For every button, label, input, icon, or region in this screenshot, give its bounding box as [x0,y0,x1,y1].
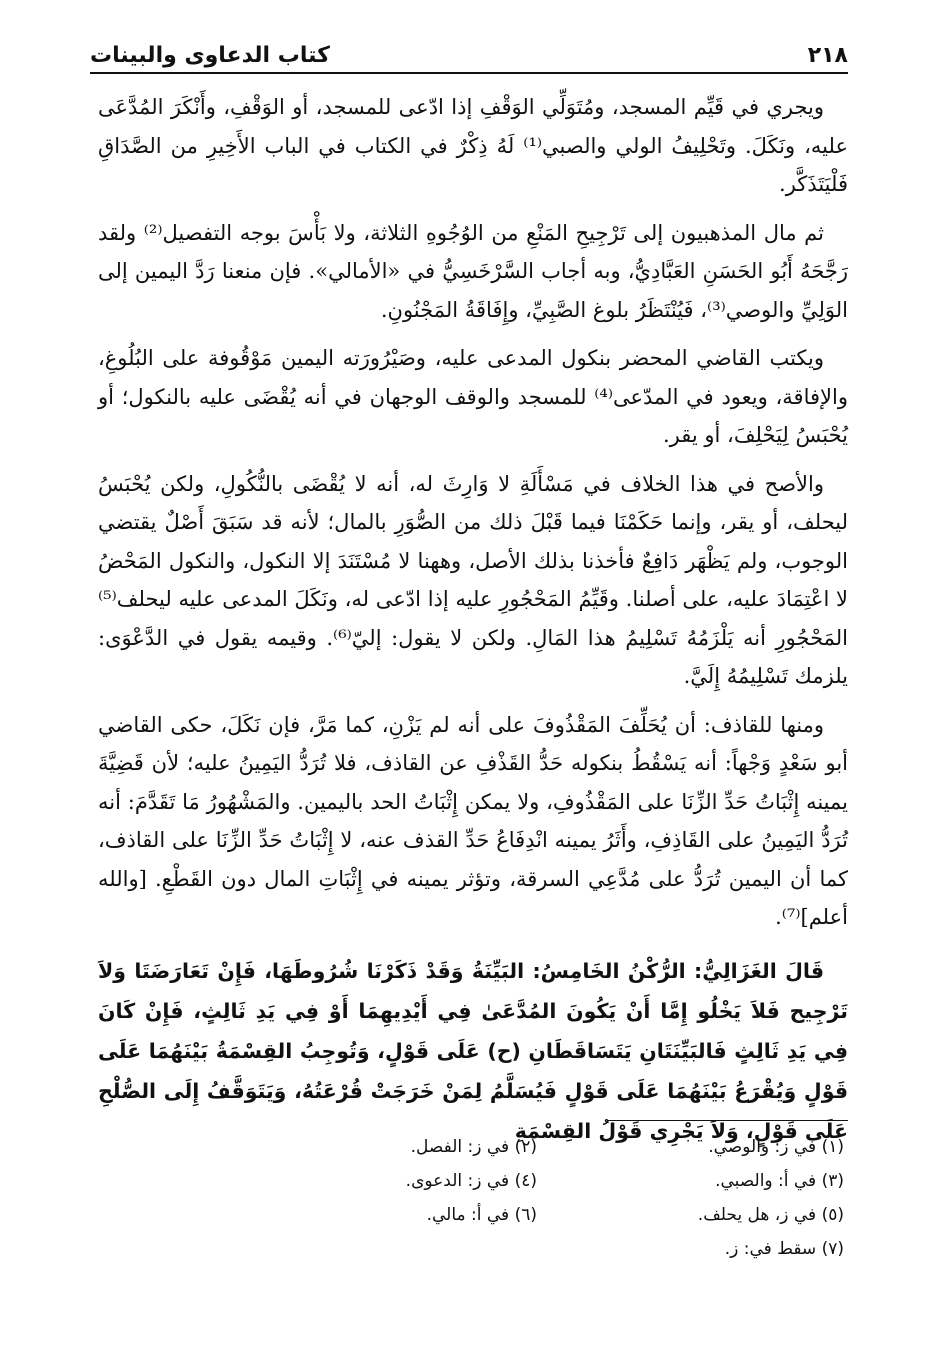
footnotes [260,1132,844,1264]
footnote-item: (٤) في ز: الدعوى. [405,1171,537,1191]
footnote-item: (٦) في أ: مالي. [426,1205,537,1225]
footnote-item: (١) في ز: والوصي. [708,1137,844,1157]
footnote-item: (٥) في ز، هل يحلف. [697,1205,844,1225]
footnote-divider [608,1120,848,1121]
footnote-item: (٢) في ز: الفصل. [410,1137,537,1157]
paragraph: ومنها للقاذف: أن يُحَلِّفَ المَقْذُوفَ على أنه لم يَزْنِ، كما مَرَّ، فإن نَكَلَ، حكى القاضي أبو سَعْدٍ وَجْهاً: أنه يَسْقُطُ بنكوله حَدُّ القَذْفِ عن القاذف، فلا تُرَدُّ اليَمِينُ عليه؛ لأن قَضِيَّةَ يمينه إِثْبَاتُ حَدِّ الزِّنَا على المَقْذُوفِ، ولا يمكن إِثْبَاتُ الحد باليمين. والمَشْهُورُ مَا تَقَدَّمَ: أنه تُرَدُّ اليَمِينُ على القَاذِفِ، وأَثَرُ يمينه انْدِفَاعُ حَدِّ القذف عنه، لا إِثْبَاتُ حَدِّ الزِّنَا على القاذف، كما أن اليمين تُرَدُّ على مُدَّعِي السرقة، وتؤثر يمينه في إِثْبَاتِ المال دون القَطْعِ. [والله أعلم]⁽⁷⁾. [98,712,848,929]
paragraph: والأصح في هذا الخلاف في مَسْأَلَةِ لا وَارِثَ له، أنه لا يُقْضَى بالنُّكُولِ، ولكن يُحْبَسُ ليحلف، أو يقر، وإنما حَكَمْنَا فيما قَبْلَ ذلك من الصُّوَرِ بالمال؛ لأنه قد سَبَقَ أَصْلٌ يقتضي الوجوب، ولم يَظْهَر دَافِعٌ فأخذنا بذلك الأصل، وههنا لا مُسْتَنَدَ إلا النكول، والنكول المَحْضُ لا اعْتِمَادَ عليه، على أصلنا. وقَيِّمُ المَحْجُورِ عليه إذا ادّعى له، ونَكَلَ المدعى عليه ليحلف⁽⁵⁾ المَحْجُورِ أنه يَلْزَمُهُ تَسْلِيمُ هذا المَالِ. ولكن لا يقول: إليّ⁽⁶⁾. وقيمه يقول في الدَّعْوَى: يلزمك تَسْلِيمُهُ إِلَيَّ. [98,471,848,688]
quoted-text-bold: قَالَ الغَزَالِيُّ: الرُّكْنُ الخَامِسُ: البَيِّنَةُ وَقَدْ ذَكَرْنَا شُرُوطَهَا، فَإِنْ تَعَارَضَتَا وَلاَ تَرْجِيح فَلاَ يَخْلُو إِمَّا أَنْ يَكُونَ المُدَّعَىٰ فِي أَيْدِيهِمَا أَوْ فِي يَدِ ثَالِثٍ، فَإِنْ كَانَ فِي يَدِ ثَالِثٍ فَالبَيِّنَتَانِ يَتَسَاقَطَانِ (ح) عَلَى قَوْلٍ، وَتُوجِبُ القِسْمَةُ بَيْنَهُمَا عَلَى قَوْلٍ وَيُقْرَعُ بَيْنَهُمَا عَلَى قَوْلٍ فَيُسَلَّمُ لِمَنْ خَرَجَتْ قُرْعَتُهُ، وَيَتَوَقَّفُ إِلَى الصُّلْحِ عَلَى قَوْلٍ، وَلاَ يَجْرِي قَوْلُ القِسْمَةِ [98,958,848,1143]
paragraph: ثم مال المذهبيون إلى تَرْجِيحِ المَنْعِ من الوُجُوهِ الثلاثة، ولا بَأْسَ بوجه التفصيل⁽²⁾ ولقد رَجَّحَهُ أَبُو الحَسَنِ العَبَّادِيُّ، وبه أجاب السَّرْخَسِيُّ في «الأمالي». فإن منعنا رَدَّ اليمين إلى الوَلِيِّ والوصي⁽³⁾، فَيُنْتَظَرُ بلوغ الصَّبِيِّ، وإِفَاقَةُ المَجْنُونِ. [98,220,848,322]
running-title: كتاب الدعاوى والبينات [90,43,330,68]
footnote-item: (٣) في أ: والصبي. [715,1171,844,1191]
page-number: ٢١٨ [807,43,848,68]
footnote-item: (٧) سقط في: ز. [724,1239,844,1259]
page-header [90,30,848,74]
main-text [98,88,848,1161]
paragraph: ويكتب القاضي المحضر بنكول المدعى عليه، وصَيْرُورَته اليمين مَوْقُوفة على البُلُوغِ، والإفاقة، ويعود في المدّعى⁽⁴⁾ للمسجد والوقف الوجهان في أنه يُقْضَى عليه بالنكول؛ أو يُحْبَسُ لِيَحْلِفَ، أو يقر. [98,346,848,447]
paragraph: ويجري في قَيِّم المسجد، ومُتَوَلِّي الوَقْفِ إذا ادّعى للمسجد، أو الوَقْفِ، وأَنْكَرَ المُدَّعَى عليه، ونَكَلَ. وتَحْلِيفُ الولي والصبي⁽¹⁾ لَهُ ذِكْرٌ في الكتاب في الباب الأَخِيرِ من الصَّدَاقِ فَلْيَتَذَكَّر. [98,95,849,196]
